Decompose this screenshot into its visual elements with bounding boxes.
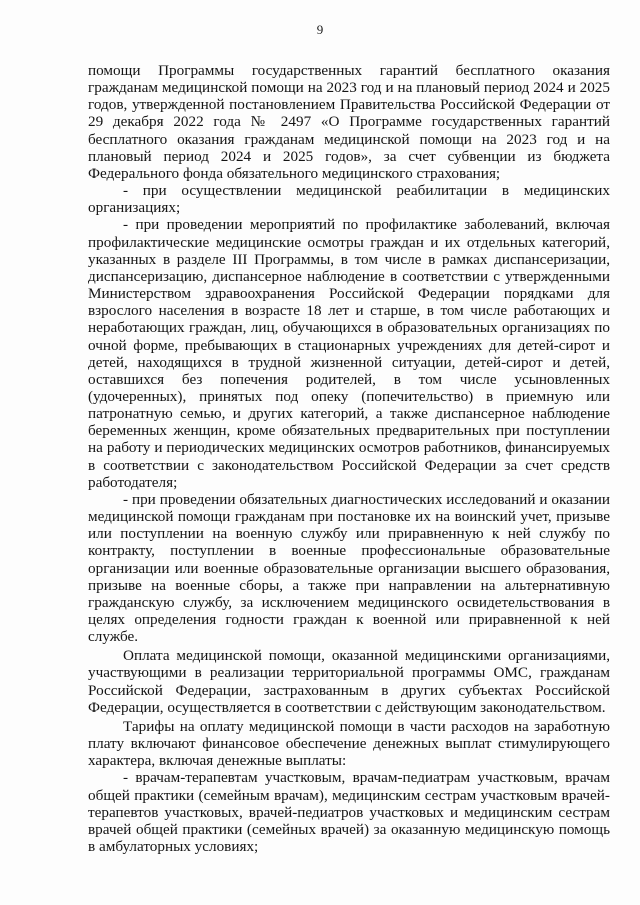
paragraph-rehabilitation: - при осуществлении медицинской реабилитации в медицинских организациях; bbox=[88, 182, 610, 217]
paragraph-program-reference: помощи Программы государственных гарантий бесплатного оказания гражданам медицинской помощи на 2023 год и на плановый период 2024 и 2025 годов, утвержденной постановлением Правительства Российской Федерации от 29 декабря 2022 года № 2497 «О Программе государственных гарантий бесплатного оказания гражданам медицинской помощи на 2023 год и на плановый период 2024 и 2025 годов», за счет субвенции из бюджета Федерального фонда обязательного медицинского страхования; bbox=[88, 62, 610, 182]
paragraph-tariffs: Тарифы на оплату медицинской помощи в части расходов на заработную плату включают финансовое обеспечение денежных выплат стимулирующего характера, включая денежные выплаты: bbox=[88, 717, 610, 770]
paragraph-military-registration: - при проведении обязательных диагностических исследований и оказании медицинской помощи гражданам при постановке их на воинский учет, призыве или поступлении на военную службу или приравненную к ней службу по контракту, поступлении в военные профессиональные образовательные организации или военные образовательные организации высшего образования, призыве на военные сборы, а также при направлении на альтернативную гражданскую службу, за исключением медицинского освидетельствования в целях определения годности граждан к военной или приравненной к ней службе. bbox=[88, 490, 610, 646]
document-body bbox=[88, 62, 610, 855]
paragraph-prevention: - при проведении мероприятий по профилактике заболеваний, включая профилактические медицинские осмотры граждан и их отдельных категорий, указанных в разделе III Программы, в том числе в рамках диспансеризации, диспансеризацию, диспансерное наблюдение в соответствии с утвержденными Министерством здравоохранения Российской Федерации порядками для взрослого населения в возрасте 18 лет и старше, в том числе работающих и неработающих граждан, лиц, обучающихся в образовательных организациях по очной форме, пребывающих в стационарных учреждениях для детей-сирот и детей, находящихся в трудной жизненной ситуации, детей-сирот и детей, оставшихся без попечения родителей, в том числе усыновленных (удочеренных), принятых под опеку (попечительство) в приемную или патронатную семью, и других категорий, а также диспансерное наблюдение беременных женщин, кроме обязательных предварительных при поступлении на работу и периодических медицинских осмотров работников, финансируемых в соответствии с законодательством Российской Федерации за счет средств работодателя; bbox=[88, 216, 610, 491]
page-number: 9 bbox=[316, 22, 324, 37]
paragraph-payment-other-regions: Оплата медицинской помощи, оказанной медицинскими организациями, участвующими в реализации территориальной программы ОМС, гражданам Российской Федерации, застрахованным в других субъектах Российской Федерации, осуществляется в соответствии с действующим законодательством. bbox=[88, 647, 610, 716]
paragraph-district-doctors: - врачам-терапевтам участковым, врачам-педиатрам участковым, врачам общей практики (семейным врачам), медицинским сестрам участковым врачей-терапевтов участковых, врачей-педиатров участковых и медицинским сестрам врачей общей практики (семейных врачей) за оказанную медицинскую помощь в амбулаторных условиях; bbox=[88, 769, 610, 856]
